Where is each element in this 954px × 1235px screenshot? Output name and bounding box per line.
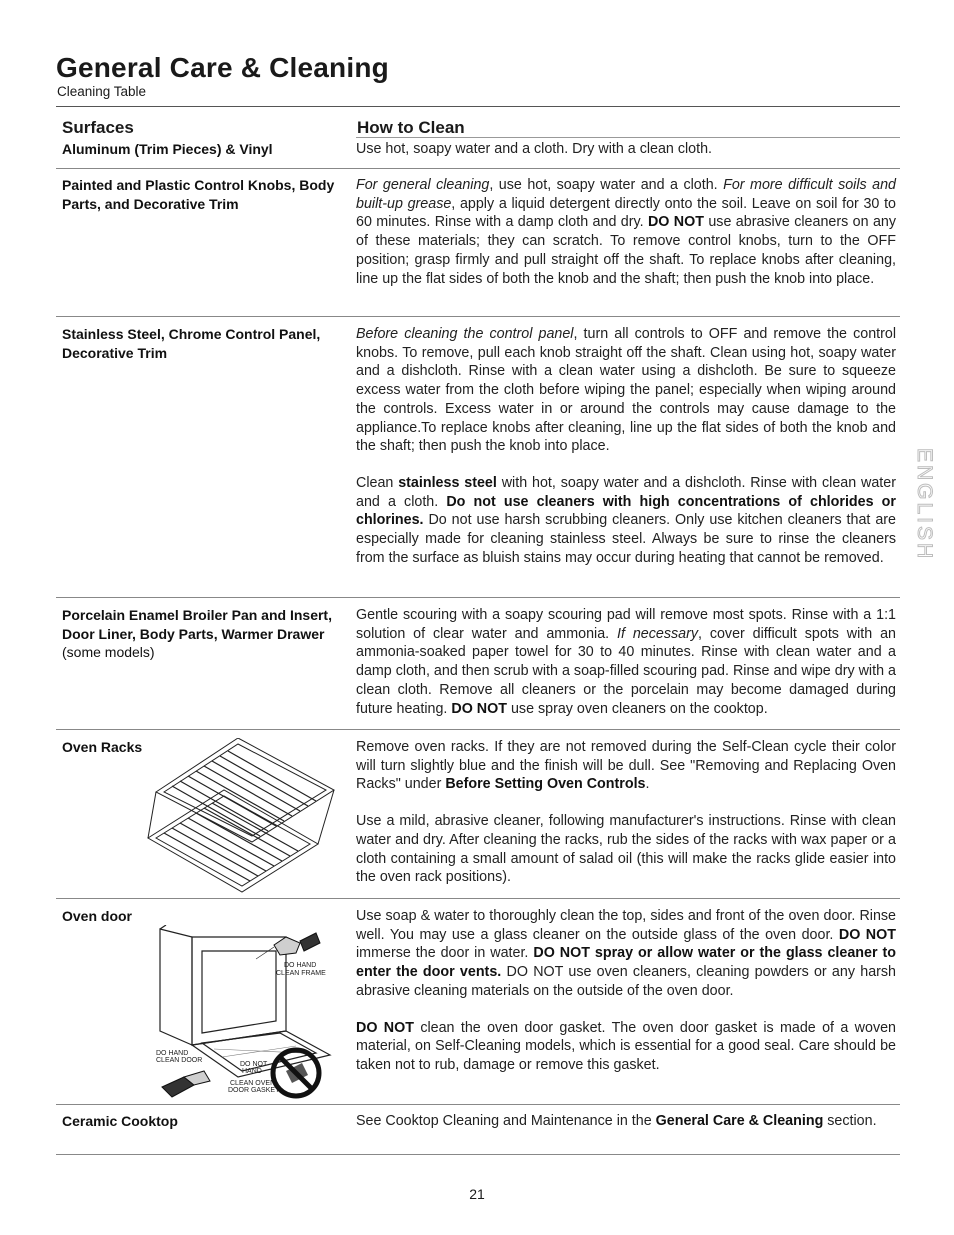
label-do-hand-door-2: CLEAN DOOR [156,1057,203,1064]
cleaning-instructions: Remove oven racks. If they are not removed during the Self-Clean cycle their color will turn slightly blue and the finish will be dull. See "Removing and Replacing Oven Racks" under Before Setting Oven Controls. Use a mild, abrasive cleaner, following manufacturer's instructions. Rinse with clean water and dry. After cleaning the racks, rub the sides of the racks with wax paper or a cloth containing a small amount of salad oil (this will make the racks glide easier into the oven rack positions). [356,739,896,886]
page-number: 21 [469,1186,485,1202]
row-divider [56,168,900,169]
row-divider [56,1154,900,1155]
header-divider [356,137,900,138]
cleaning-instructions: Before cleaning the control panel, turn all controls to OFF and remove the control knobs. To remove, pull each knob straight off the shaft. Clean using hot, soapy water and a dishcloth. Rinse with a clean water using a dishcloth. Be sure to squeeze excess water from the cloth before wiping the panel; especially when wiping around the controls. Excess water in or around the controls may cause damage to the appliance.To replace knobs after cleaning, line up the flat sides of both the knob and the shaft; then push the knob into place. Clean stainless steel with hot, soapy water and a dishcloth. Rinse with clean water and a cloth. Do not use cleaners with high concentrations of chlorides or chlorines. Do not use harsh scrubbing cleaners. Only use kitchen cleaners that are especially made for cleaning stainless steel. Always be sure to rinse the cleaners from the surface as bluish stains may occur during heating that cannot be removed. [356,326,897,566]
prohibited-icon [273,1050,319,1096]
label-do-not-4: DOOR GASKET [228,1087,280,1094]
label-do-not-2: HAND [242,1068,262,1075]
side-language-label: ENGLISH [913,448,936,562]
page-subtitle: Cleaning Table [57,84,147,99]
label-do-not-1: DO NOT [240,1061,268,1068]
label-do-hand-frame-1: DO HAND [284,962,317,969]
cleaning-instructions: Gentle scouring with a soapy scouring pad will remove most spots. Rinse with a 1:1 solution of clear water and ammonia. If necessary, cover difficult spots with an ammonia-soaked paper towel for 30 to 40 minutes. Rinse with clean water and a damp cloth, and then scrub with a soap-filled scouring pad. Rinse and wipe dry with a clean cloth. Remove all cleaners or the porcelain may become damaged during future heating. DO NOT use spray oven cleaners on the cooktop. [356,607,897,717]
label-do-not-3: CLEAN OVEN [230,1080,276,1087]
surface-label: Oven Racks [62,739,143,755]
label-do-hand-frame-2: CLEAN FRAME [276,970,326,977]
column-header-surfaces: Surfaces [62,118,134,137]
page-title: General Care & Cleaning [56,52,389,83]
surface-label: Stainless Steel, Chrome Control Panel, Decorative Trim [62,326,321,361]
surface-label: Aluminum (Trim Pieces) & Vinyl [62,141,273,157]
row-divider [56,597,900,598]
side-language-tab [912,448,938,566]
row-divider [56,898,900,899]
surface-label: Ceramic Cooktop [62,1113,178,1129]
cleaning-instructions: See Cooktop Cleaning and Maintenance in the General Care & Cleaning section. [356,1113,877,1129]
cleaning-instructions: For general cleaning, use hot, soapy water and a cloth. For more difficult soils and built-up grease, apply a liquid detergent directly onto the soil. Leave on soil for 30 to 60 minutes. Rinse with a damp cloth and dry. DO NOT use abrasive cleaners on any of these materials; they can scratch. To remove control knobs, turn to the OFF position; grasp firmly and pull straight off the shaft. To replace knobs after cleaning, line up the flat sides of both the knob and the shaft; then push the knob into place. [356,177,896,287]
row-divider [56,316,900,317]
title-divider [56,106,900,107]
row-divider [56,1104,900,1105]
column-header-how-to-clean: How to Clean [357,118,465,137]
surface-label: Porcelain Enamel Broiler Pan and Insert, Door Liner, Body Parts, Warmer Drawer (some models) [62,607,332,661]
surface-label: Oven door [62,908,133,924]
cleaning-instructions: Use soap & water to thoroughly clean the top, sides and front of the oven door. Rinse well. You may use a glass cleaner on the outside glass of the oven door. DO NOT immerse the door in water. DO NOT spray or allow water or the glass cleaner to enter the door vents. DO NOT use oven cleaners, cleaning powders or any harsh abrasive cleaning materials on the outside of the oven door. DO NOT clean the oven door gasket. The oven door gasket is made of a woven material, on Self-Cleaning models, which is essential for a good seal. Care should be taken not to rub, damage or remove this gasket. [356,908,897,1073]
oven-door-illustration [156,925,336,1105]
row-divider [56,729,900,730]
cleaning-instructions: Use hot, soapy water and a cloth. Dry with a clean cloth. [356,141,713,157]
oven-racks-illustration [142,738,342,900]
surface-label: Painted and Plastic Control Knobs, Body Parts, and Decorative Trim [62,177,335,212]
label-do-hand-door-1: DO HAND [156,1050,189,1057]
